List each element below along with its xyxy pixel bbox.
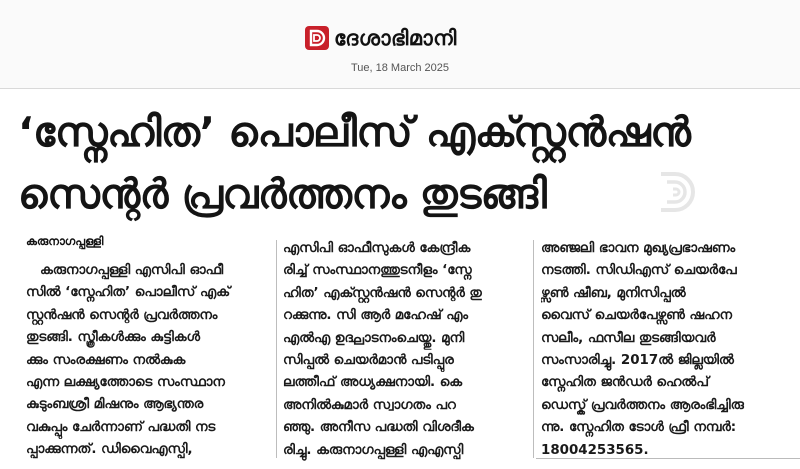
column-line: തുടങ്ങി. സ്ത്രീകൾക്കും കുട്ടികൾ (26, 330, 200, 346)
column-line: എന്ന ലക്ഷ്യത്തോടെ സംസ്ഥാന (26, 375, 225, 391)
logo-watermark-icon (655, 170, 699, 216)
column-line: സിപ്പൽ ചെയർമാൻ പടിപ്പുര (283, 353, 454, 369)
column-divider (533, 240, 534, 458)
column-line: അഞ്ജലി ഭാവന മുഖ്യപ്രഭാഷണം (541, 241, 736, 256)
masthead (0, 0, 800, 89)
column-line: ലത്തീഫ് അധ്യക്ഷനായി. കെ (283, 375, 463, 391)
column-line: സിൽ ‘സ്നേഹിത’ പൊലീസ് എക് (26, 285, 231, 301)
column-line: അനിൽകുമാർ സ്വാഗതം പറ (283, 397, 456, 413)
column-line: എസിപി ഓഫീസുകൾ കേന്ദ്രീക (283, 241, 471, 256)
deshabhimani-logo-icon (304, 25, 330, 51)
column-line: ന്നു. സ്നേഹിത ടോൾ ഫ്രീ നമ്പർ: (541, 420, 737, 436)
column-line: എൽഎ ഉദ്ഘാടനംചെയ്തു. മുനി (283, 330, 465, 346)
dateline: കരുനാഗപ്പള്ളി (26, 234, 104, 248)
column-line: പ്പാക്കുന്നത്. ഡിവൈഎസ്പി, (26, 442, 193, 458)
column-line: ക്കും സംരക്ഷണം നൽകുക (26, 352, 186, 368)
column-line: വകുപ്പും ചേർന്നാണ് പദ്ധതി നട (26, 419, 216, 435)
column-line: ഹിത’ എക്സ്റ്റൻഷൻ സെന്റർ തു (283, 285, 482, 301)
column-line: രിച്ച് സംസ്ഥാനത്തുടനീളം ‘സ്നേ (283, 263, 472, 279)
column-line: 18004253565. (541, 442, 649, 458)
column-line: സ്നേഹിത ജൻഡർ ഹെൽപ് (541, 375, 709, 391)
column-line: ഞ്ഞു. അനീസ പദ്ധതി വിശദീക (283, 420, 474, 436)
column-divider (276, 240, 277, 458)
column-line: ഡെസ്ക് പ്രവർത്തനം ആരംഭിച്ചിരു (541, 397, 744, 413)
brand-logo[interactable] (304, 22, 457, 54)
headline-line-2: സെന്റർ പ്രവർത്തനം തുടങ്ങി (18, 170, 547, 218)
column-line: സ്റ്റൻഷൻ സെന്റർ പ്രവർത്തനം (26, 307, 218, 323)
column-line: സംസാരിച്ചു. 2017ൽ ജില്ലയിൽ (541, 353, 734, 369)
logo-text: ദേശാഭിമാനി (334, 25, 457, 50)
headline-line-1: ‘സ്നേഹിത’ പൊലീസ് എക്സ്റ്റൻഷൻ (18, 108, 691, 156)
publication-date: Tue, 18 March 2025 (350, 62, 450, 74)
column-line: സലീം, ഫസീല തുടങ്ങിയവർ (541, 330, 716, 346)
column-line: നടത്തി. സിഡിഎസ് ചെയർപേ (541, 263, 737, 279)
column-line: രിച്ചു. കരുനാഗപ്പള്ളി എഎസ്പി (283, 442, 464, 458)
column-line: വൈസ് ചെയർപേഴ്സൺ ഷഹന (541, 308, 732, 324)
article-column-2 (283, 238, 528, 462)
bottom-rule (536, 458, 800, 459)
column-line: കുടുംബശ്രീ മിഷനും ആഭ്യന്തര (26, 397, 204, 413)
column-line: റക്കുന്നു. സി ആർ മഹേഷ് എം (283, 308, 468, 324)
column-line: ഴ്സൺ ഷീബ, മുനിസിപ്പൽ (541, 285, 686, 301)
column-line: കരുനാഗപ്പള്ളി എസിപി ഓഫീ (40, 263, 224, 278)
article-column-3 (541, 238, 791, 462)
article-column-1 (26, 260, 272, 462)
